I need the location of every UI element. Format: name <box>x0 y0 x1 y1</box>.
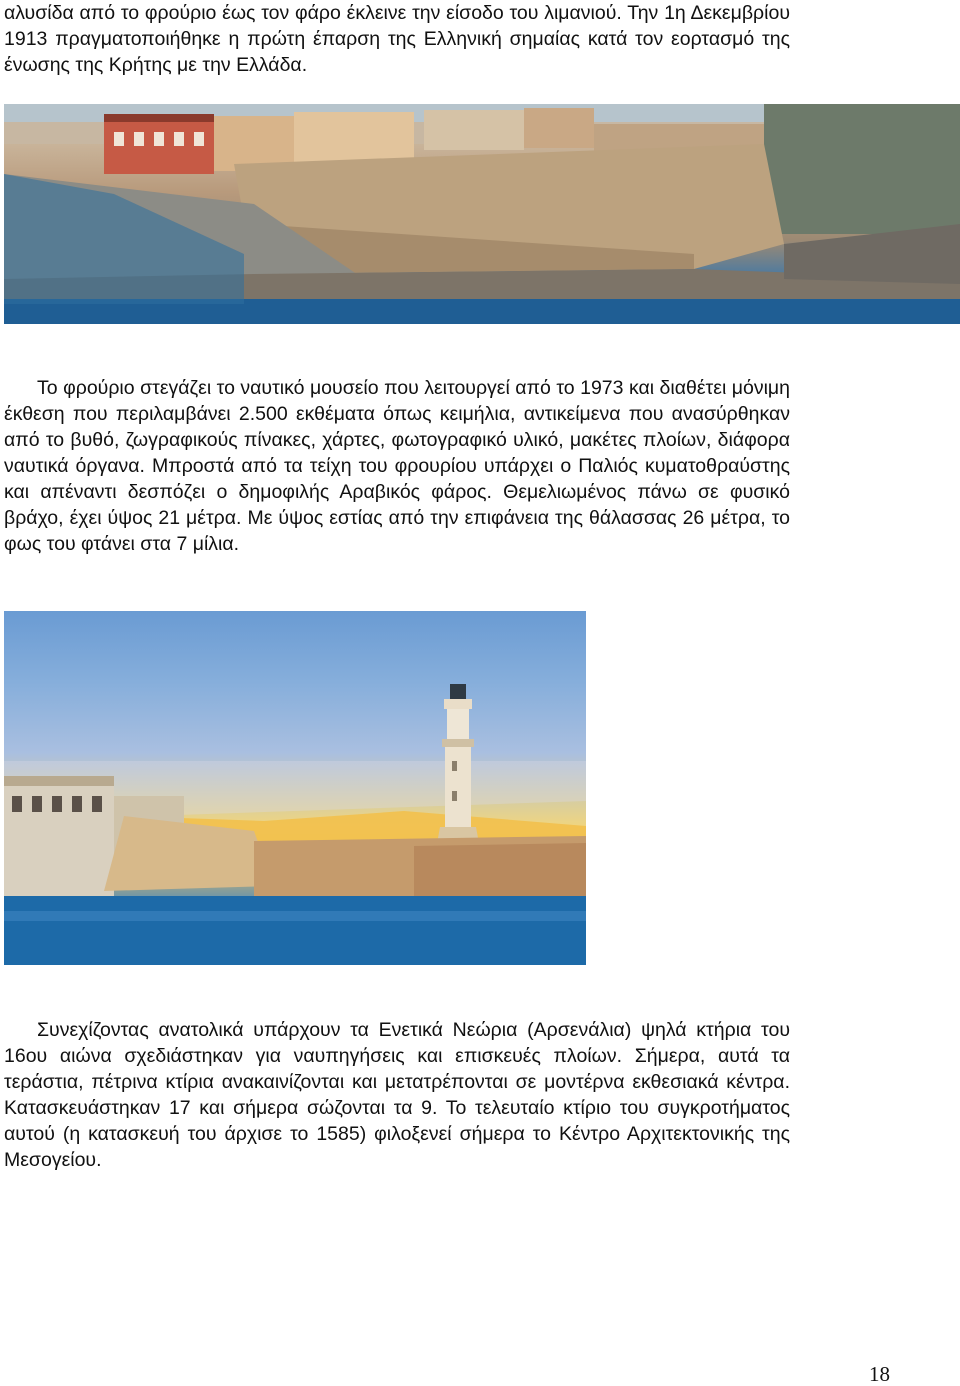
paragraph-museum-lighthouse: Το φρούριο στεγάζει το ναυτικό μουσείο που λειτουργεί από το 1973 και διαθέτει μόνιμη έκθεση που περιλαμβάνει 2.500 εκθέματα όπως κειμήλια, αντικείμενα που ανασύρθηκαν από το βυθό, ζωγραφικούς πίνακες, χάρτες, φωτογραφικό υλικό, μακέτες πλοίων, διάφορα ναυτικά όργανα. Μπροστά από τα τείχη του φρουρίου υπάρχει ο Παλιός κυματοθραύστης και απέναντι δεσπόζει ο δημοφιλής Αραβικός φάρος. Θεμελιωμένος πάνω σε φυσικό βράχο, έχει ύψος 21 μέτρα. Με ύψος εστίας από την επιφάνεια της θάλασσας 26 μέτρα, το φως του φτάνει στα 7 μίλια. <box>4 377 790 555</box>
lighthouse-illustration <box>4 611 586 965</box>
lighthouse-photo <box>4 611 586 965</box>
paragraph-chain-and-flag: αλυσίδα από το φρούριο έως τον φάρο έκλεινε την είσοδο του λιμανιού. Την 1η Δεκεμβρίου 1913 πραγματοποιήθηκε η πρώτη έπαρση της Ελληνική σημαίας κατά τον εορτασμό της ένωσης της Κρήτης με την Ελλάδα. <box>4 2 790 76</box>
fortress-harbor-illustration <box>4 104 960 324</box>
fortress-harbor-photo <box>4 104 960 324</box>
paragraph-venetian-arsenals: Συνεχίζοντας ανατολικά υπάρχουν τα Ενετικά Νεώρια (Αρσενάλια) ψηλά κτήρια του 16ου αιώνα σχεδιάστηκαν για ναυπηγήσεις και επισκευές πλοίων. Σήμερα, αυτά τα τεράστια, πέτρινα κτίρια ανακαινίζονται και μετατρέπονται σε μοντέρνα εκθεσιακά κέντρα. Κατασκευάστηκαν 17 και σήμερα σώζονται τα 9. Το τελευταίο κτίριο του συγκροτήματος αυτού (η κατασκευή του άρχισε το 1585) φιλοξενεί σήμερα το Κέντρο Αρχιτεκτονικής της Μεσογείου. <box>4 1019 790 1171</box>
page-number: 18 <box>869 1362 890 1386</box>
